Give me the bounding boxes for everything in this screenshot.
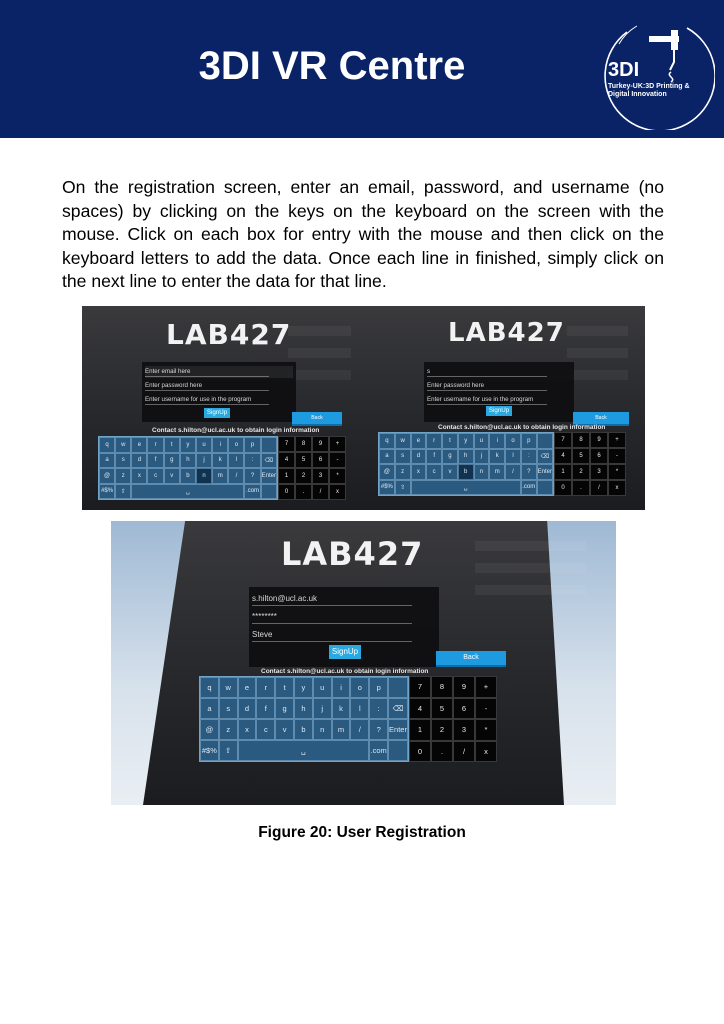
backspace-icon: ⌫	[264, 457, 274, 464]
numpad-key[interactable]: 5	[431, 698, 453, 720]
key-i[interactable]: i	[332, 677, 351, 698]
key-v[interactable]: v	[275, 719, 294, 740]
dotcom-key[interactable]: .com	[521, 480, 537, 496]
key-y[interactable]: y	[458, 433, 474, 449]
numpad-key[interactable]: x	[329, 484, 346, 500]
numeric-keypad	[554, 432, 626, 496]
background-shelf	[475, 541, 586, 551]
key-at[interactable]: @	[200, 719, 219, 740]
key-q[interactable]: q	[379, 433, 395, 449]
key-j[interactable]: j	[196, 453, 212, 469]
enter-key[interactable]: Enter	[537, 464, 553, 480]
numpad-key[interactable]: 9	[453, 676, 475, 698]
shift-key[interactable]	[395, 480, 411, 496]
key-w[interactable]: w	[395, 433, 411, 449]
numpad-key[interactable]: 2	[295, 468, 312, 484]
onscreen-keyboard	[199, 676, 409, 762]
key-m[interactable]: m	[332, 719, 351, 740]
key-v[interactable]: v	[164, 468, 180, 484]
registration-screenshot-empty	[82, 306, 368, 510]
space-key[interactable]	[238, 740, 370, 761]
key-e[interactable]: e	[131, 437, 147, 453]
spacebar-icon: ␣	[301, 746, 306, 755]
key-h[interactable]: h	[458, 449, 474, 465]
numpad-key[interactable]: *	[329, 468, 346, 484]
field-underline	[252, 641, 412, 642]
background-shelf	[475, 563, 586, 573]
shift-key[interactable]	[115, 484, 131, 500]
numpad-key[interactable]: 8	[295, 436, 312, 452]
key-s[interactable]: s	[115, 453, 131, 469]
key-blank	[537, 433, 553, 449]
numpad-key[interactable]: 0	[409, 741, 431, 763]
contact-info: Contact s.hilton@ucl.ac.uk to obtain login information	[152, 427, 320, 434]
key-p[interactable]: p	[369, 677, 388, 698]
field-underline	[145, 390, 269, 391]
username-field[interactable]: Steve	[252, 630, 273, 639]
page-title: 3DI VR Centre	[198, 44, 466, 88]
background-shelf	[288, 326, 351, 336]
key-o[interactable]: o	[350, 677, 369, 698]
key-u[interactable]: u	[196, 437, 212, 453]
numpad-key[interactable]: 1	[278, 468, 295, 484]
key-f[interactable]: f	[147, 453, 163, 469]
password-field[interactable]: Enter password here	[427, 382, 485, 389]
key-n[interactable]: n	[313, 719, 332, 740]
email-field[interactable]: s.hilton@ucl.ac.uk	[252, 594, 318, 603]
key-r[interactable]: r	[256, 677, 275, 698]
key-blank	[388, 740, 408, 761]
key-t[interactable]: t	[442, 433, 458, 449]
numpad-key[interactable]: 1	[554, 464, 572, 480]
numpad-key[interactable]: .	[431, 741, 453, 763]
key-c[interactable]: c	[147, 468, 163, 484]
numpad-key[interactable]: 0	[554, 480, 572, 496]
signup-button[interactable]: SignUp	[329, 645, 361, 659]
figure-caption: Figure 20: User Registration	[258, 824, 466, 841]
key-g[interactable]: g	[275, 698, 294, 719]
key-c[interactable]: c	[256, 719, 275, 740]
key-h[interactable]: h	[180, 453, 196, 469]
key-i[interactable]: i	[212, 437, 228, 453]
shift-arrow-icon: ⇧	[400, 484, 406, 491]
key-b[interactable]: b	[294, 719, 313, 740]
key-at[interactable]: @	[99, 468, 115, 484]
key-o[interactable]: o	[228, 437, 244, 453]
numpad-key[interactable]: /	[312, 484, 329, 500]
key-slash[interactable]: /	[228, 468, 244, 484]
password-field[interactable]: ********	[252, 612, 277, 621]
numpad-key[interactable]: +	[329, 436, 346, 452]
key-blank	[261, 437, 277, 453]
contact-info: Contact s.hilton@ucl.ac.uk to obtain login information	[438, 424, 606, 431]
numpad-key[interactable]: 8	[431, 676, 453, 698]
key-t[interactable]: t	[275, 677, 294, 698]
key-b[interactable]: b	[180, 468, 196, 484]
key-c[interactable]: c	[426, 464, 442, 480]
key-l[interactable]: l	[505, 449, 521, 465]
field-underline	[427, 390, 547, 391]
key-j[interactable]: j	[313, 698, 332, 719]
space-key[interactable]	[131, 484, 244, 500]
background-shelf	[288, 370, 351, 380]
key-r[interactable]: r	[426, 433, 442, 449]
numpad-key[interactable]: 6	[590, 448, 608, 464]
numpad-key[interactable]: 3	[590, 464, 608, 480]
logo-subtitle: Turkey-UK:3D Printing & Digital Innovation	[608, 83, 690, 98]
numpad-key[interactable]: .	[572, 480, 590, 496]
key-x[interactable]: x	[238, 719, 257, 740]
key-z[interactable]: z	[115, 468, 131, 484]
numpad-key[interactable]: -	[329, 452, 346, 468]
key-f[interactable]: f	[426, 449, 442, 465]
field-underline	[145, 376, 269, 377]
dotcom-key[interactable]: .com	[369, 740, 388, 761]
numeric-keypad	[278, 436, 346, 500]
back-button[interactable]: Back	[292, 412, 342, 426]
key-m[interactable]: m	[489, 464, 505, 480]
background-shelf	[475, 585, 586, 595]
key-at[interactable]: @	[379, 464, 395, 480]
key-z[interactable]: z	[395, 464, 411, 480]
key-k[interactable]: k	[212, 453, 228, 469]
symbols-key[interactable]: #$%	[99, 484, 115, 500]
key-k[interactable]: k	[489, 449, 505, 465]
key-p[interactable]: p	[244, 437, 260, 453]
numpad-key[interactable]: x	[475, 741, 497, 763]
key-t[interactable]: t	[164, 437, 180, 453]
back-button[interactable]: Back	[573, 412, 629, 426]
key-y[interactable]: y	[180, 437, 196, 453]
key-n[interactable]: n	[474, 464, 490, 480]
key-l[interactable]: l	[228, 453, 244, 469]
numpad-key[interactable]: -	[608, 448, 626, 464]
numpad-key[interactable]: 2	[431, 719, 453, 741]
key-x[interactable]: x	[131, 468, 147, 484]
numpad-key[interactable]: /	[453, 741, 475, 763]
key-o[interactable]: o	[505, 433, 521, 449]
registration-screenshot-typing	[368, 306, 645, 510]
numpad-key[interactable]: 7	[409, 676, 431, 698]
key-r[interactable]: r	[147, 437, 163, 453]
key-j[interactable]: j	[474, 449, 490, 465]
logo-mark: 3DI	[608, 59, 640, 81]
key-i[interactable]: i	[489, 433, 505, 449]
numpad-key[interactable]: 0	[278, 484, 295, 500]
key-d[interactable]: d	[131, 453, 147, 469]
spacebar-icon: ␣	[186, 488, 190, 495]
background-shelf	[567, 326, 628, 336]
key-blank	[537, 480, 553, 496]
lab-title: LAB427	[281, 535, 424, 573]
key-l[interactable]: l	[350, 698, 369, 719]
numpad-key[interactable]: 6	[453, 698, 475, 720]
signup-button[interactable]: SignUp	[486, 406, 512, 416]
key-blank	[261, 484, 277, 500]
key-q[interactable]: q	[200, 677, 219, 698]
key-u[interactable]: u	[313, 677, 332, 698]
field-underline	[252, 623, 412, 624]
key-blank	[388, 677, 408, 698]
key-a[interactable]: a	[379, 449, 395, 465]
key-e[interactable]: e	[411, 433, 427, 449]
space-key[interactable]	[411, 480, 521, 496]
key-colon[interactable]: :	[244, 453, 260, 469]
key-b[interactable]: b	[458, 464, 474, 480]
key-question[interactable]: ?	[521, 464, 537, 480]
numpad-key[interactable]: 4	[554, 448, 572, 464]
key-g[interactable]: g	[164, 453, 180, 469]
key-a[interactable]: a	[99, 453, 115, 469]
numpad-key[interactable]: -	[475, 698, 497, 720]
key-a[interactable]: a	[200, 698, 219, 719]
numpad-key[interactable]: +	[475, 676, 497, 698]
key-s[interactable]: s	[395, 449, 411, 465]
key-y[interactable]: y	[294, 677, 313, 698]
password-field[interactable]: Enter password here	[145, 382, 203, 389]
numpad-key[interactable]: 7	[278, 436, 295, 452]
key-k[interactable]: k	[332, 698, 351, 719]
shift-arrow-icon: ⇧	[120, 488, 126, 495]
symbols-key[interactable]: #$%	[200, 740, 219, 761]
key-slash[interactable]: /	[505, 464, 521, 480]
symbols-key[interactable]: #$%	[379, 480, 395, 496]
background-shelf	[288, 348, 351, 358]
numpad-key[interactable]: 6	[312, 452, 329, 468]
email-field[interactable]: Enter email here	[145, 366, 293, 378]
key-w[interactable]: w	[219, 677, 238, 698]
numpad-key[interactable]: +	[608, 432, 626, 448]
key-x[interactable]: x	[411, 464, 427, 480]
numpad-key[interactable]: 3	[312, 468, 329, 484]
key-w[interactable]: w	[115, 437, 131, 453]
backspace-key[interactable]	[261, 453, 277, 469]
email-field[interactable]: s	[427, 368, 431, 375]
backspace-key[interactable]	[537, 449, 553, 465]
numpad-key[interactable]: /	[590, 480, 608, 496]
key-s[interactable]: s	[219, 698, 238, 719]
numpad-key[interactable]: 5	[295, 452, 312, 468]
enter-key[interactable]: Enter	[261, 468, 277, 484]
numpad-key[interactable]: 9	[590, 432, 608, 448]
background-shelf	[567, 348, 628, 358]
backspace-key[interactable]	[388, 698, 408, 719]
key-colon[interactable]: :	[369, 698, 388, 719]
back-button[interactable]: Back	[436, 651, 506, 667]
key-m[interactable]: m	[212, 468, 228, 484]
lab-title: LAB427	[166, 318, 292, 351]
username-field[interactable]: Enter username for use in the program	[145, 396, 252, 403]
signup-button[interactable]: SignUp	[204, 408, 230, 418]
numpad-key[interactable]: 4	[278, 452, 295, 468]
numpad-key[interactable]: 7	[554, 432, 572, 448]
key-u[interactable]: u	[474, 433, 490, 449]
numpad-key[interactable]: x	[608, 480, 626, 496]
numpad-key[interactable]: *	[608, 464, 626, 480]
contact-info: Contact s.hilton@ucl.ac.uk to obtain login information	[261, 668, 429, 675]
field-underline	[252, 605, 412, 606]
key-e[interactable]: e	[238, 677, 257, 698]
numeric-keypad	[409, 676, 497, 762]
intro-paragraph: On the registration screen, enter an email, password, and username (no spaces) by clicking on the keys on the keyboard on the screen with the mouse. Click on each box for entry with the mouse and then click on the keyboard letters to add the data. Once each line in finished, simply click on the next line to enter the data for that line.	[62, 177, 664, 292]
numpad-key[interactable]: 2	[572, 464, 590, 480]
key-p[interactable]: p	[521, 433, 537, 449]
key-slash[interactable]: /	[350, 719, 369, 740]
key-f[interactable]: f	[256, 698, 275, 719]
key-question[interactable]: ?	[369, 719, 388, 740]
field-underline	[145, 404, 269, 405]
key-v[interactable]: v	[442, 464, 458, 480]
lab-title: LAB427	[448, 318, 565, 348]
3di-logo	[597, 14, 715, 130]
numpad-key[interactable]: 1	[409, 719, 431, 741]
onscreen-keyboard	[98, 436, 278, 500]
background-shelf	[567, 370, 628, 380]
key-h[interactable]: h	[294, 698, 313, 719]
field-underline	[427, 404, 547, 405]
backspace-icon: ⌫	[540, 453, 550, 460]
numpad-key[interactable]: 3	[453, 719, 475, 741]
numpad-key[interactable]: 5	[572, 448, 590, 464]
spacebar-icon: ␣	[463, 484, 468, 491]
key-d[interactable]: d	[411, 449, 427, 465]
numpad-key[interactable]: 4	[409, 698, 431, 720]
key-z[interactable]: z	[219, 719, 238, 740]
key-colon[interactable]: :	[521, 449, 537, 465]
numpad-key[interactable]: .	[295, 484, 312, 500]
numpad-key[interactable]: 8	[572, 432, 590, 448]
enter-key[interactable]: Enter	[388, 719, 408, 740]
key-n[interactable]: n	[196, 468, 212, 484]
shift-arrow-icon: ⇧	[225, 746, 232, 755]
username-field[interactable]: Enter username for use in the program	[427, 396, 534, 403]
key-d[interactable]: d	[238, 698, 257, 719]
numpad-key[interactable]: 9	[312, 436, 329, 452]
header-banner	[0, 0, 724, 138]
key-question[interactable]: ?	[244, 468, 260, 484]
shift-key[interactable]	[219, 740, 238, 761]
dotcom-key[interactable]: .com	[244, 484, 260, 500]
registration-screenshot-filled	[111, 521, 616, 805]
key-g[interactable]: g	[442, 449, 458, 465]
numpad-key[interactable]: *	[475, 719, 497, 741]
backspace-icon: ⌫	[392, 704, 404, 713]
onscreen-keyboard	[378, 432, 554, 496]
field-underline	[427, 376, 547, 377]
key-q[interactable]: q	[99, 437, 115, 453]
